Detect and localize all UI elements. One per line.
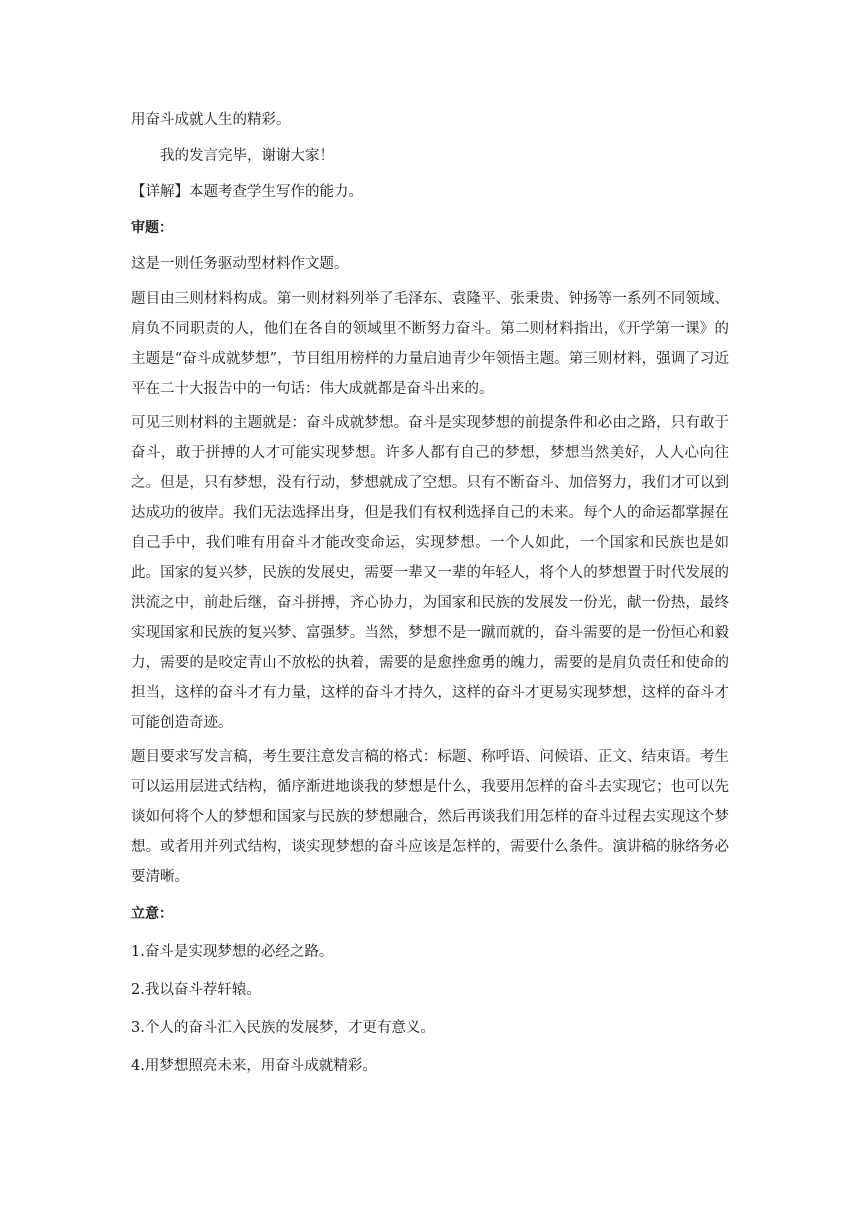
paragraph-format-requirements: 题目要求写发言稿，考生要注意发言稿的格式：标题、称呼语、问候语、正文、结束语。考生可以运用层进式结构，循序渐进地谈我的梦想是什么，我要用怎样的奋斗去实现它；也可以先谈如何将个人的梦想和国家与民族的梦想融合，然后再谈我们用怎样的奋斗过程去实现这个梦想。或者用并列式结构，谈实现梦想的奋斗应该是怎样的，需要什么条件。演讲稿的脉络务必要清晰。 xyxy=(131,749,729,885)
heading-shenti: 审题： xyxy=(131,220,173,236)
list-item-2: 2.我以奋斗荐轩辕。 xyxy=(131,982,261,998)
paragraph-theme-analysis: 可见三则材料的主题就是：奋斗成就梦想。奋斗是实现梦想的前提条件和必由之路，只有敢于奋斗，敢于拼搏的人才可能实现梦想。许多人都有自己的梦想，梦想当然美好，人人心向往之。但是，只有梦想，没有行动，梦想就成了空想。只有不断奋斗、加倍努力，我们才可以到达成功的彼岸。我们无法选择出身，但是我们有权利选择自己的未来。每个人的命运都掌握在自己手中，我们唯有用奋斗才能改变命运，实现梦想。一个人如此，一个国家和民族也是如此。国家的复兴梦，民族的发展史，需要一辈又一辈的年轻人，将个人的梦想置于时代发展的洪流之中，前赴后继，奋斗拼搏，齐心协力，为国家和民族的发展发一份光，献一份热，最终实现国家和民族的复兴梦、富强梦。当然，梦想不是一蹴而就的，奋斗需要的是一份恒心和毅力，需要的是咬定青山不放松的执着，需要的是愈挫愈勇的魄力，需要的是肩负责任和使命的担当，这样的奋斗才有力量，这样的奋斗才持久，这样的奋斗才更易实现梦想，这样的奋斗才可能创造奇迹。 xyxy=(131,415,729,731)
heading-liyi: 立意： xyxy=(131,906,173,922)
paragraph-thanks: 我的发言完毕，谢谢大家！ xyxy=(160,148,334,164)
list-item-3: 3.个人的奋斗汇入民族的发展梦，才更有意义。 xyxy=(131,1020,435,1036)
list-item-1: 1.奋斗是实现梦想的必经之路。 xyxy=(131,944,334,960)
paragraph-closing-line: 用奋斗成就人生的精彩。 xyxy=(131,112,291,128)
paragraph-task-type: 这是一则任务驱动型材料作文题。 xyxy=(131,256,349,272)
list-item-4: 4.用梦想照亮未来，用奋斗成就精彩。 xyxy=(131,1058,377,1074)
paragraph-detail: 【详解】本题考查学生写作的能力。 xyxy=(131,184,363,200)
paragraph-materials: 题目由三则材料构成。第一则材料列举了毛泽东、袁隆平、张秉贵、钟扬等一系列不同领域、肩负不同职责的人，他们在各自的领域里不断努力奋斗。第二则材料指出，《开学第一课》的主题是“奋斗成就梦想”，节目组用榜样的力量启迪青少年领悟主题。第三则材料，强调了习近平在二十大报告中的一句话：伟大成就都是奋斗出来的。 xyxy=(131,291,729,397)
document-body xyxy=(131,104,729,1082)
